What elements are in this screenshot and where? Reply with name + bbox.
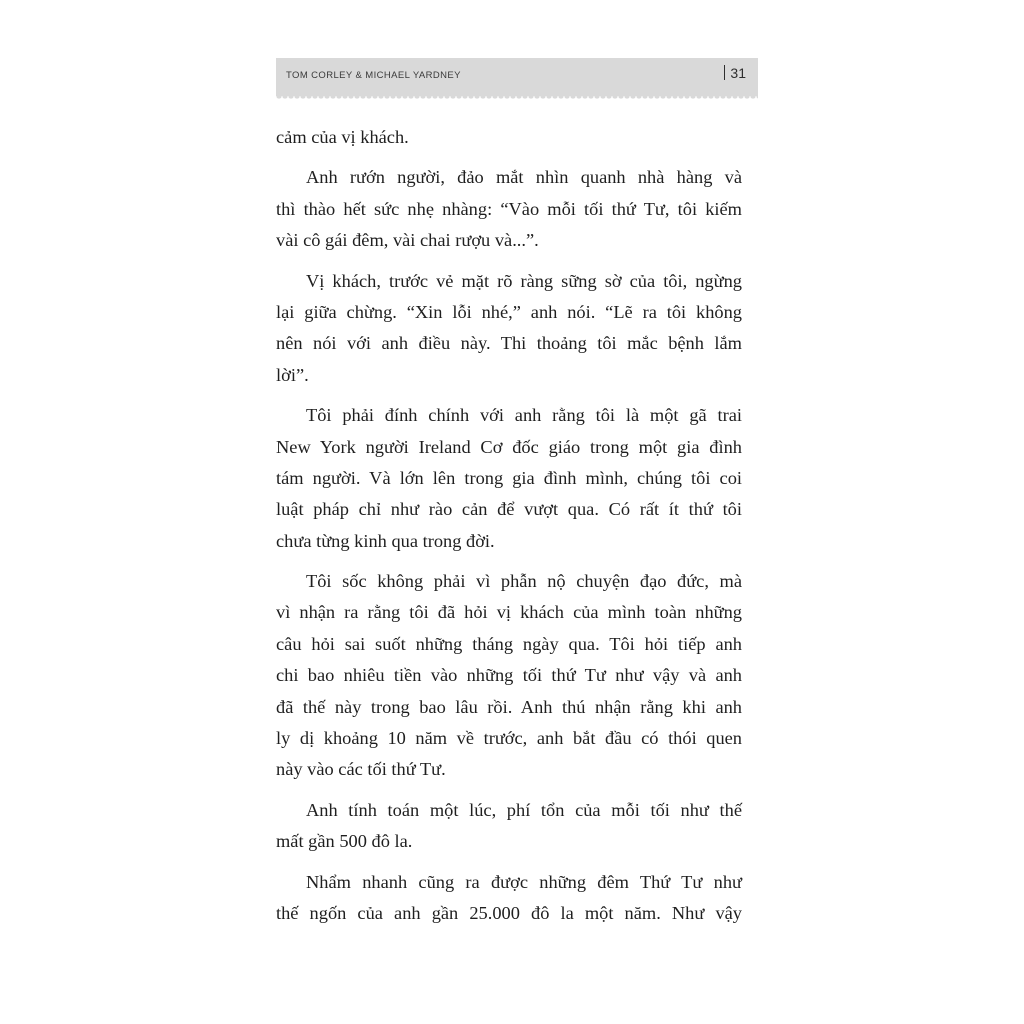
text-line: Anh rướn người, đảo mắt nhìn quanh nhà hàng và xyxy=(306,167,742,188)
paragraph xyxy=(276,867,742,930)
running-header xyxy=(276,58,758,96)
text-line: tám người. Và lớn lên trong gia đình mình, chúng tôi coi xyxy=(276,467,742,488)
body-text xyxy=(276,122,742,938)
text-line: vì nhận ra rằng tôi đã hỏi vị khách của mình toàn những xyxy=(276,602,742,623)
text-line: đã thế này trong bao lâu rồi. Anh thú nhận rằng khi anh xyxy=(276,696,742,717)
text-line: luật pháp chỉ như rào cản để vượt qua. Có rất ít thứ tôi xyxy=(276,499,742,520)
text-line: New York người Ireland Cơ đốc giáo trong một gia đình xyxy=(276,436,742,457)
text-line: mất gần 500 đô la. xyxy=(276,831,413,852)
text-line: vài cô gái đêm, vài chai rượu và...”. xyxy=(276,230,539,251)
paragraph xyxy=(276,162,742,256)
text-line: Vị khách, trước vẻ mặt rõ ràng sững sờ của tôi, ngừng xyxy=(306,270,742,291)
text-line: chi bao nhiêu tiền vào những tối thứ Tư như vậy và anh xyxy=(276,665,742,686)
paragraph xyxy=(276,122,742,153)
page-number: 31 xyxy=(730,65,746,81)
page-number-divider xyxy=(724,65,726,80)
text-line: lời”. xyxy=(276,364,309,385)
header-author: TOM CORLEY & MICHAEL YARDNEY xyxy=(286,70,461,81)
text-line: này vào các tối thứ Tư. xyxy=(276,759,446,780)
text-line: câu hỏi sai suốt những tháng ngày qua. Tôi hỏi tiếp anh xyxy=(276,633,742,654)
text-line: Anh tính toán một lúc, phí tổn của mỗi tối như thế xyxy=(306,799,742,820)
text-line: thế ngốn của anh gần 25.000 đô la một năm. Như vậy xyxy=(276,902,742,923)
text-line: lại giữa chừng. “Xin lỗi nhé,” anh nói. “Lẽ ra tôi không xyxy=(276,301,742,322)
text-line: chưa từng kinh qua trong đời. xyxy=(276,530,495,551)
text-line: thì thào hết sức nhẹ nhàng: “Vào mỗi tối thứ Tư, tôi kiếm xyxy=(276,198,742,219)
paragraph xyxy=(276,400,742,557)
paragraph xyxy=(276,566,742,786)
text-line: Tôi sốc không phải vì phẫn nộ chuyện đạo đức, mà xyxy=(306,571,742,592)
text-line: Tôi phải đính chính với anh rằng tôi là một gã trai xyxy=(306,405,742,426)
header-page-marker xyxy=(724,65,746,81)
paragraph xyxy=(276,266,742,392)
text-line: cảm của vị khách. xyxy=(276,127,409,147)
text-line: Nhẩm nhanh cũng ra được những đêm Thứ Tư như xyxy=(306,871,742,892)
text-line: ly dị khoảng 10 năm về trước, anh bắt đầu có thói quen xyxy=(276,728,742,749)
text-line: nên nói với anh điều này. Thi thoảng tôi mắc bệnh lắm xyxy=(276,333,742,354)
paragraph xyxy=(276,795,742,858)
